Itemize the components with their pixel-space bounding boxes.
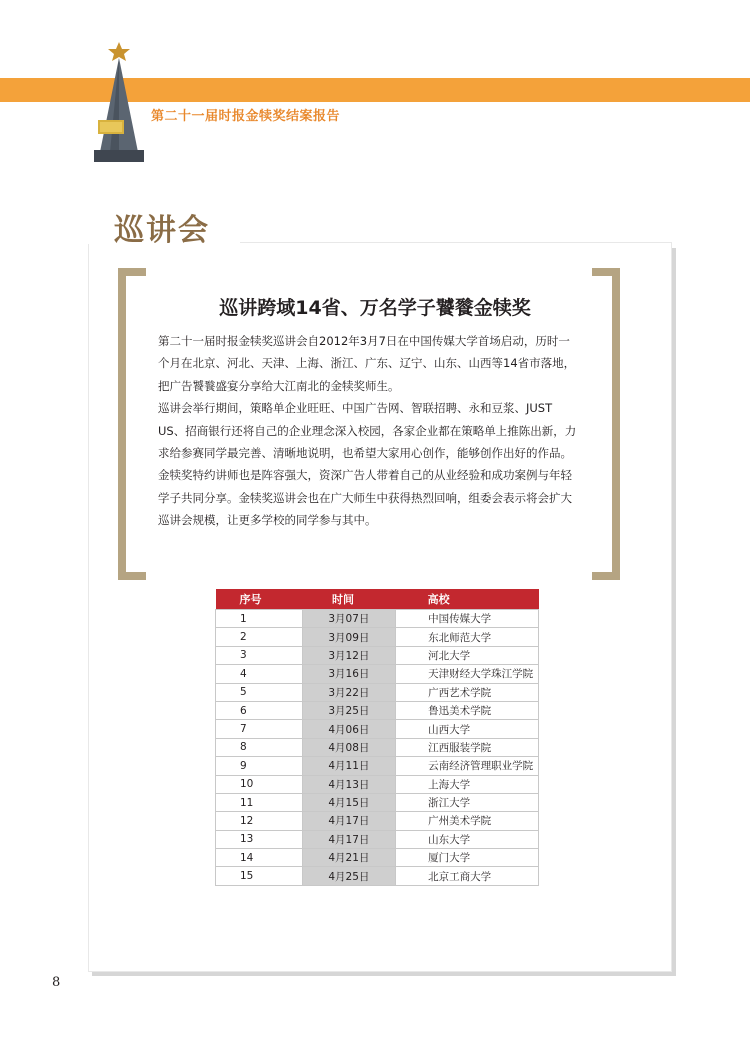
table-row: [216, 757, 539, 775]
column-header-school: 高校: [396, 589, 539, 610]
table-row: [216, 701, 539, 719]
cell-date: 4月06日: [302, 720, 396, 738]
table-row: [216, 646, 539, 664]
cell-date: 3月22日: [302, 683, 396, 701]
trophy-icon: [84, 40, 154, 164]
table-row: [216, 849, 539, 867]
cell-date: 4月15日: [302, 793, 396, 811]
cell-date: 3月12日: [302, 646, 396, 664]
cell-number: 8: [216, 738, 303, 756]
cell-number: 11: [216, 793, 303, 811]
article-paragraph: 第二十一届时报金犊奖巡讲会自2012年3月7日在中国传媒大学首场启动，历时一个月在北京、河北、天津、上海、浙江、广东、辽宁、山东、山西等14省市落地，把广告饕餮盛宴分享给大江南北的金犊奖师生。: [158, 334, 576, 393]
cell-school: 山东大学: [396, 830, 539, 848]
cell-school: 山西大学: [396, 720, 539, 738]
table-row: [216, 867, 539, 885]
table-row: [216, 665, 539, 683]
table-row: [216, 628, 539, 646]
column-header-number: 序号: [216, 589, 303, 610]
table-row: [216, 720, 539, 738]
cell-school: 上海大学: [396, 775, 539, 793]
table-row: [216, 775, 539, 793]
cell-date: 4月13日: [302, 775, 396, 793]
article-body: [158, 330, 578, 532]
tour-schedule-table: [215, 589, 539, 886]
cell-number: 5: [216, 683, 303, 701]
cell-number: 1: [216, 610, 303, 628]
cell-school: 浙江大学: [396, 793, 539, 811]
cell-date: 4月17日: [302, 830, 396, 848]
cell-school: 广西艺术学院: [396, 683, 539, 701]
table-header-row: [216, 589, 539, 610]
cell-date: 4月21日: [302, 849, 396, 867]
cell-number: 7: [216, 720, 303, 738]
cell-number: 10: [216, 775, 303, 793]
cell-number: 3: [216, 646, 303, 664]
cell-date: 4月25日: [302, 867, 396, 885]
cell-date: 4月17日: [302, 812, 396, 830]
cell-date: 3月25日: [302, 701, 396, 719]
table-row: [216, 738, 539, 756]
cell-school: 北京工商大学: [396, 867, 539, 885]
cell-school: 天津财经大学珠江学院: [396, 665, 539, 683]
cell-school: 厦门大学: [396, 849, 539, 867]
cell-school: 云南经济管理职业学院: [396, 757, 539, 775]
cell-school: 中国传媒大学: [396, 610, 539, 628]
cell-number: 4: [216, 665, 303, 683]
page-number: 8: [52, 975, 61, 990]
cell-date: 4月11日: [302, 757, 396, 775]
table-row: [216, 610, 539, 628]
table-row: [216, 812, 539, 830]
cell-date: 3月09日: [302, 628, 396, 646]
cell-school: 广州美术学院: [396, 812, 539, 830]
cell-school: 江西服装学院: [396, 738, 539, 756]
table-row: [216, 793, 539, 811]
cell-school: 鲁迅美术学院: [396, 701, 539, 719]
cell-school: 东北师范大学: [396, 628, 539, 646]
article-title: 巡讲跨域14省、万名学子饕餮金犊奖: [219, 297, 531, 319]
cell-number: 15: [216, 867, 303, 885]
cell-number: 2: [216, 628, 303, 646]
cell-school: 河北大学: [396, 646, 539, 664]
cell-number: 9: [216, 757, 303, 775]
cell-date: 4月08日: [302, 738, 396, 756]
cell-date: 3月16日: [302, 665, 396, 683]
report-title: 第二十一届时报金犊奖结案报告: [151, 109, 341, 124]
cell-number: 6: [216, 701, 303, 719]
table-row: [216, 830, 539, 848]
column-header-date: 时间: [302, 589, 396, 610]
cell-number: 13: [216, 830, 303, 848]
left-bracket: [118, 268, 146, 580]
cell-number: 14: [216, 849, 303, 867]
cell-number: 12: [216, 812, 303, 830]
article-paragraph: 巡讲会举行期间，策略单企业旺旺、中国广告网、智联招聘、永和豆浆、JUST US、招商银行还将自己的企业理念深入校园，各家企业都在策略单上推陈出新，力求给参赛同学最完善、清晰地说明，也希望大家用心创作，能够创作出好的作品。金犊奖特约讲师也是阵容强大，资深广告人带着自己的从业经验和成功案例与年轻学子共同分享。金犊奖巡讲会也在广大师生中获得热烈回响，组委会表示将会扩大巡讲会规模，让更多学校的同学参与其中。: [158, 401, 577, 528]
section-title: 巡讲会: [114, 213, 210, 248]
cell-date: 3月07日: [302, 610, 396, 628]
table-row: [216, 683, 539, 701]
